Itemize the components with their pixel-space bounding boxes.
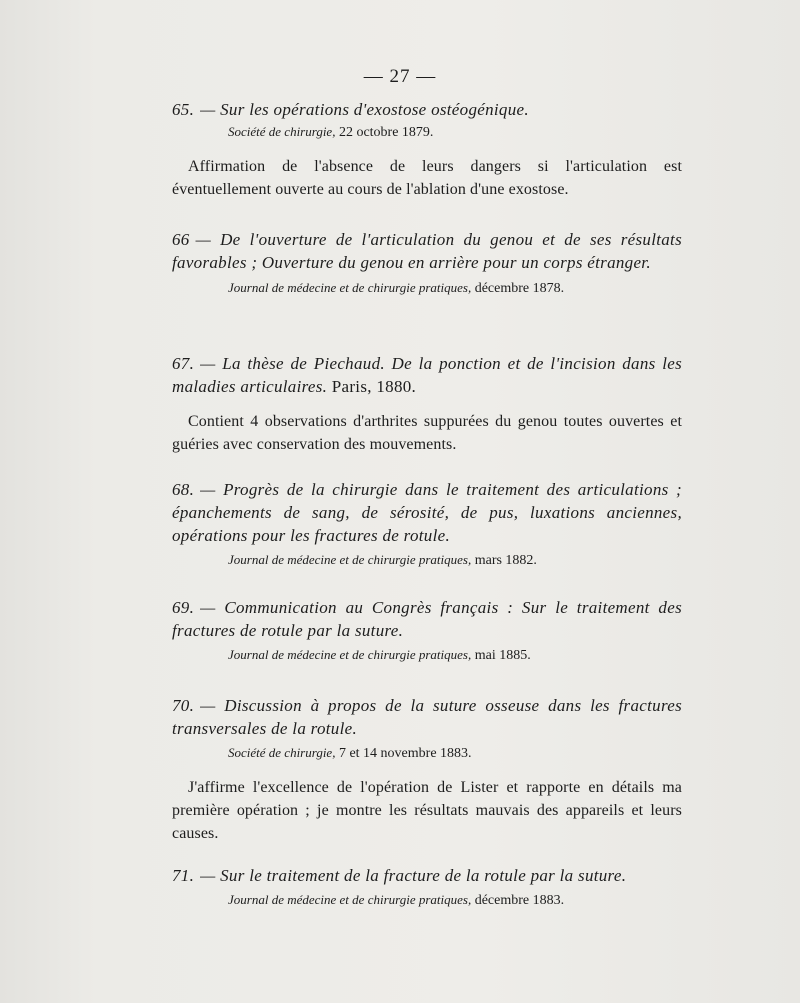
entry-place-date: Paris, 1880.	[331, 377, 417, 396]
bibliography-entry-70	[172, 694, 682, 845]
entry-description: Contient 4 observations d'arthrites suppurées du genou toutes ouvertes et guéries avec conservation des mouvements.	[172, 413, 682, 453]
entry-date: décembre 1883.	[474, 893, 565, 908]
entry-date: mars 1882.	[474, 553, 537, 568]
entry-number: 68.	[172, 480, 195, 499]
entry-journal: Journal de médecine et de chirurgie pratiques,	[228, 892, 472, 907]
bibliography-entry-65	[172, 98, 682, 201]
entry-journal: Journal de médecine et de chirurgie pratiques,	[228, 647, 472, 662]
entry-date: décembre 1878.	[474, 281, 565, 296]
entry-title-text: — La thèse de Piechaud. De la ponction et de l'incision dans les maladies articulaires.	[172, 354, 682, 396]
entry-title	[172, 864, 682, 887]
entry-date: 7 et 14 novembre 1883.	[338, 746, 472, 761]
page-number: — 27 —	[363, 66, 437, 87]
entry-journal: Journal de médecine et de chirurgie pratiques,	[228, 280, 472, 295]
entry-number: 67.	[172, 354, 195, 373]
entry-number: 71.	[172, 866, 195, 885]
entry-journal: Journal de médecine et de chirurgie pratiques,	[228, 552, 472, 567]
entry-source	[172, 122, 682, 143]
entry-source	[172, 645, 682, 666]
bibliography-entry-68	[172, 478, 682, 571]
entry-title-text: — De l'ouverture de l'articulation du genou et de ses résultats favorables ; Ouverture du genou en arrière pour un corps étranger.	[172, 230, 682, 272]
entry-number: 65.	[172, 100, 195, 119]
entry-source	[172, 278, 682, 299]
entry-title-text: — Sur les opérations d'exostose ostéogénique.	[200, 100, 529, 119]
bibliography-entry-71	[172, 864, 682, 911]
entry-journal: Société de chirurgie,	[228, 745, 336, 760]
entry-title	[172, 694, 682, 740]
bibliography-entry-67	[172, 352, 682, 456]
entry-date: mai 1885.	[474, 648, 531, 663]
entry-title	[172, 352, 682, 398]
bibliography-entry-69	[172, 596, 682, 666]
entry-number: 66	[172, 230, 190, 249]
entry-title-text: — Discussion à propos de la suture osseuse dans les fractures transversales de la rotule.	[172, 696, 682, 738]
entry-number: 70.	[172, 696, 195, 715]
bibliography-entry-66	[172, 228, 682, 299]
entry-number: 69.	[172, 598, 195, 617]
entry-source	[172, 550, 682, 571]
entry-description: Affirmation de l'absence de leurs dangers si l'articulation est éventuellement ouverte au cours de l'ablation d'une exostose.	[172, 158, 682, 198]
entry-source	[172, 890, 682, 911]
entry-description: J'affirme l'excellence de l'opération de Lister et rapporte en détails ma première opération ; je montre les résultats mauvais des appareils et leurs causes.	[172, 779, 682, 842]
entry-journal: Société de chirurgie,	[228, 124, 336, 139]
entry-title	[172, 98, 682, 121]
entry-title-text: — Sur le traitement de la fracture de la rotule par la suture.	[200, 866, 627, 885]
entry-date: 22 octobre 1879.	[338, 125, 434, 140]
entry-title-text: — Communication au Congrès français : Sur le traitement des fractures de rotule par la suture.	[172, 598, 682, 640]
entry-title	[172, 228, 682, 274]
entry-title-text: — Progrès de la chirurgie dans le traitement des articulations ; épanchements de sang, de sérosité, de pus, luxations anciennes, opérations pour les fractures de rotule.	[172, 480, 682, 545]
entry-source	[172, 743, 682, 764]
entry-title	[172, 596, 682, 642]
entry-title	[172, 478, 682, 547]
